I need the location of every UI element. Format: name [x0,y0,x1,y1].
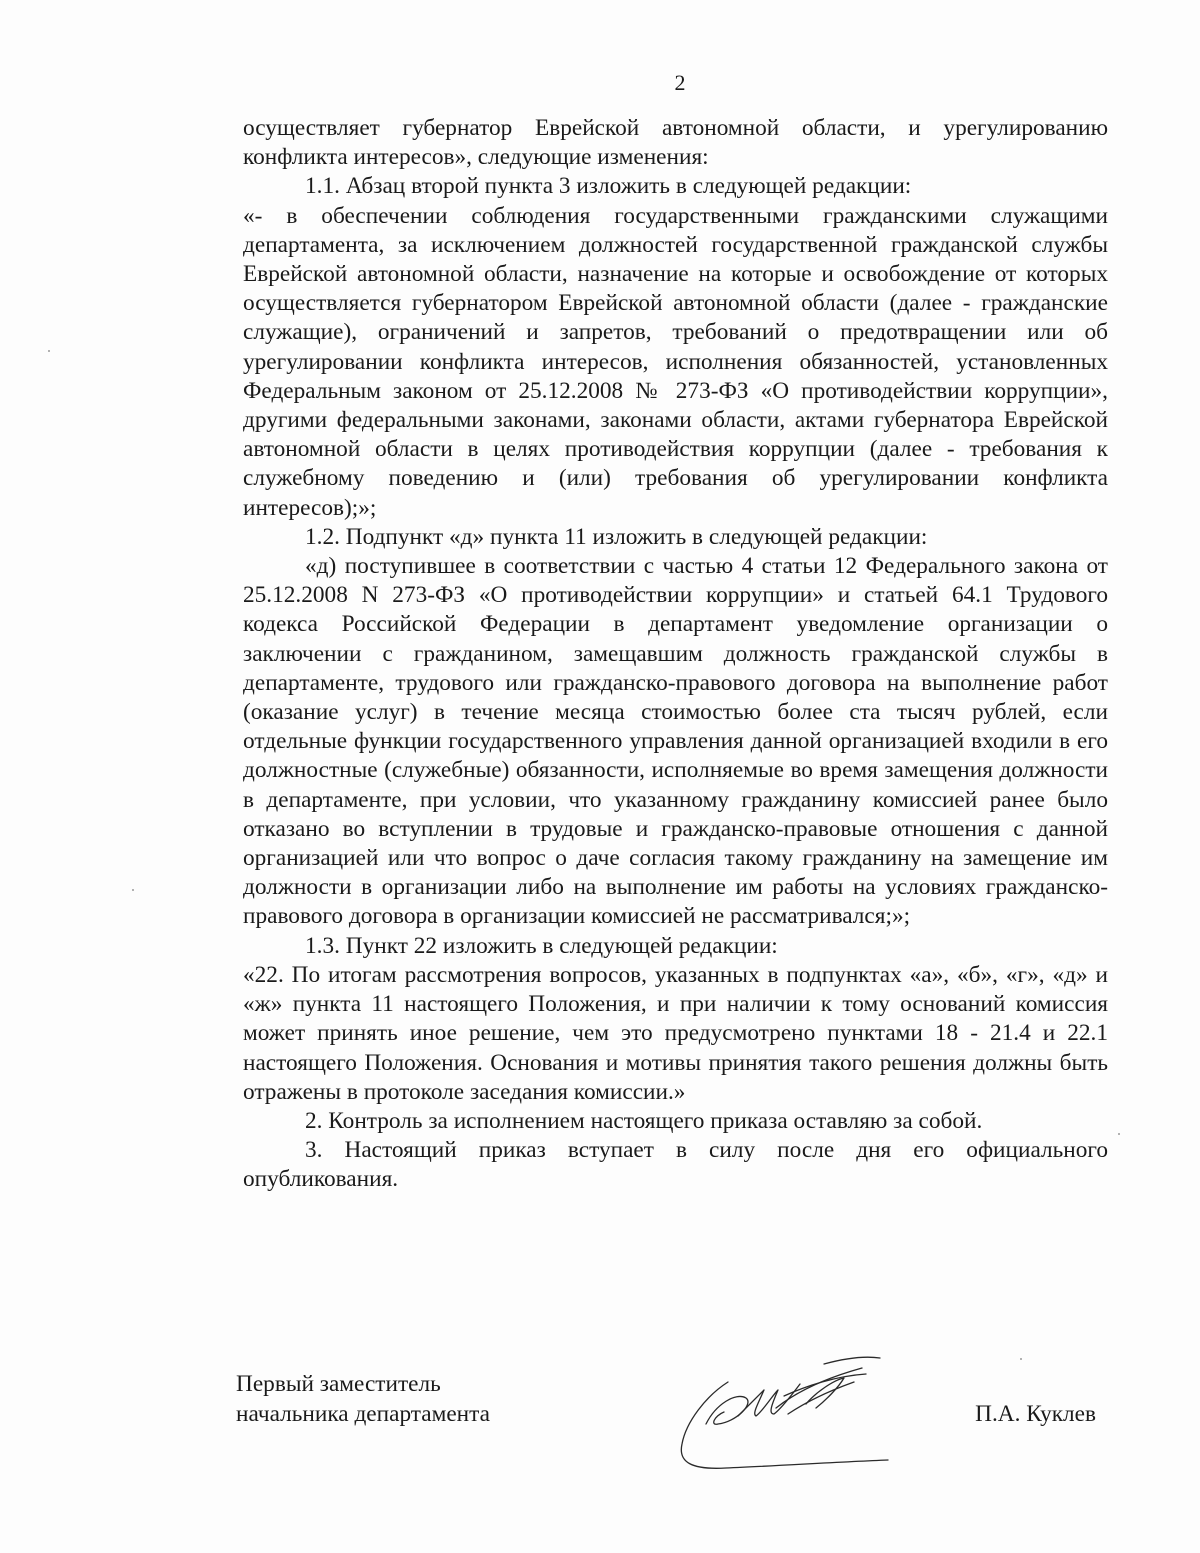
signature-block [236,1370,1096,1500]
paragraph-intro-continuation: осуществляет губернатор Еврейской автономной области, и урегулированию конфликта интересов», следующие изменения: [243,115,1108,171]
scan-speck [132,889,134,891]
signer-position-line-2: начальника департамента [236,1400,490,1427]
paragraph-amendment-1-3: 1.3. Пункт 22 изложить в следующей редакции: [305,932,778,959]
paragraph-effective: 3. Настоящий приказ вступает в силу после дня его официального опубликования. [243,1137,1108,1193]
document-body [243,114,1108,1195]
paragraph-amendment-1-2-text: «д) поступившее в соответствии с частью 4 статьи 12 Федерального закона от 25.12.2008 N 273-ФЗ «О противодействии коррупции» и статьей 64.1 Трудового кодекса Российской Федерации в департамент уведомление организации о заключении с гражданином, замещавшим должность гражданской службы в департаменте, трудового или гражданско-правового договора на выполнение работ (оказание услуг) в течение месяца стоимостью более ста тысяч рублей, если отдельные функции государственного управления данной организацией входили в его должностные (служебные) обязанности, исполняемые во время замещения должности в департаменте, при условии, что указанному гражданину комиссией ранее было отказано во вступлении в трудовые и гражданско-правовые отношения с данной организацией или что вопрос о даче согласия такому гражданину на замещение им должности в организации либо на выполнение им работы на условиях гражданско-правового договора в организации комиссией не рассматривался;»; [243,553,1108,930]
paragraph-amendment-1-1-text: «- в обеспечении соблюдения государственными гражданскими служащими департамента, за исключением должностей государственной гражданской службы Еврейской автономной области, назначение на которые и освобождение от которых осуществляется губернатором Еврейской автономной области (далее - гражданские служащие), ограничений и запретов, требований о предотвращении или об урегулировании конфликта интересов, исполнения обязанностей, установленных Федеральным законом от 25.12.2008 № 273-ФЗ «О противодействии коррупции», другими федеральными законами, законами области, актами губернатора Еврейской автономной области в целях противодействия коррупции (далее - требования к служебному поведению и (или) требования об урегулировании конфликта интересов);»; [243,202,1108,521]
paragraph-amendment-1-1: 1.1. Абзац второй пункта 3 изложить в следующей редакции: [305,173,912,200]
paragraph-amendment-1-2: 1.2. Подпункт «д» пункта 11 изложить в следующей редакции: [305,523,928,550]
paragraph-amendment-1-3-text: «22. По итогам рассмотрения вопросов, указанных в подпунктах «а», «б», «г», «д» и «ж» пункта 11 настоящего Положения, и при наличии к тому оснований комиссия может принять иное решение, чем это предусмотрено пунктами 18 - 21.4 и 22.1 настоящего Положения. Основания и мотивы принятия такого решения должны быть отражены в протоколе заседания комиссии.» [243,961,1108,1105]
handwritten-signature-icon [666,1352,896,1482]
signer-position-line-1: Первый заместитель [236,1371,441,1397]
scan-speck [48,350,50,352]
signer-name: П.А. Куклев [975,1401,1096,1427]
scan-speck [1020,1358,1022,1360]
scan-speck [1118,1133,1120,1135]
signer-position [236,1370,556,1429]
page-number: 2 [674,70,686,95]
paragraph-control: 2. Контроль за исполнением настоящего приказа оставляю за собой. [305,1107,983,1134]
